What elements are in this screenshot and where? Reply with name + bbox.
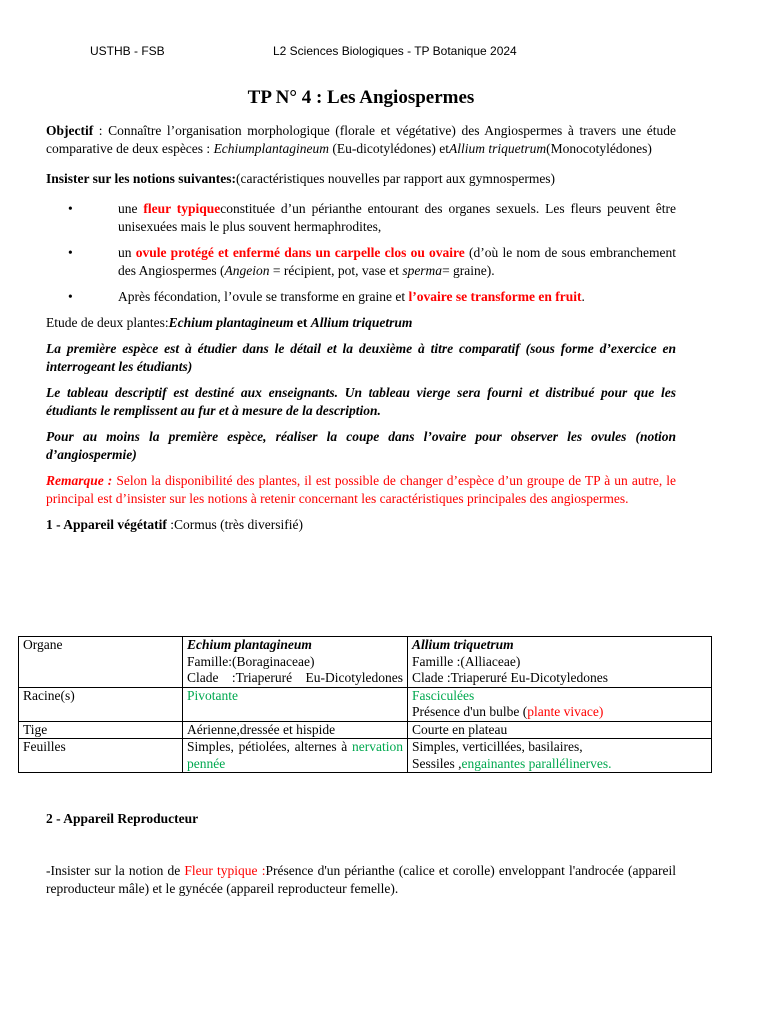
table-cell: Simples, verticillées, basilaires, Sessiles ,engainantes parallélinerves. — [408, 739, 712, 773]
table-cell: Organe — [19, 637, 183, 688]
objectif-paragraph: Objectif : Connaître l’organisation morphologique (florale et végétative) des Angiospermes à travers une étude comparative de deux espèces : Echiumplantagineum (Eu-dicotylédones) etAllium triquetrum(Monocotylédones) — [46, 123, 676, 156]
table-cell: Tige — [19, 721, 183, 739]
species-allium: Allium triquetrum — [449, 141, 547, 156]
table-cell: Echium plantagineum Famille:(Boraginaceae) Clade :Triaperuré Eu-Dicotyledones — [183, 637, 408, 688]
highlight-ovaire-fruit: l’ovaire se transforme en fruit — [408, 289, 582, 304]
note-paragraph: La première espèce est à étudier dans le détail et la deuxième à titre comparatif (sous forme d’exercice en interrogeant les étudiants) — [46, 341, 676, 374]
table-cell: Allium triquetrum Famille :(Alliaceae) Clade :Triaperuré Eu-Dicotyledones — [408, 637, 712, 688]
header-institution: USTHB - FSB — [90, 44, 165, 58]
table-row — [19, 637, 712, 688]
main-content — [46, 122, 676, 542]
highlight-fleur-typique-final: Fleur typique : — [184, 863, 266, 878]
insister-label: Insister sur les notions suivantes: — [46, 171, 237, 186]
table-row — [19, 739, 712, 773]
section2-heading: 2 - Appareil Reproducteur — [46, 811, 199, 826]
table-cell: Aérienne,dressée et hispide — [183, 721, 408, 739]
note-paragraph: Le tableau descriptif est destiné aux enseignants. Un tableau vierge sera fourni et distribué pour que les étudiants le remplissent au fur et à mesure de la description. — [46, 385, 676, 418]
header-course: L2 Sciences Biologiques - TP Botanique 2024 — [273, 44, 517, 58]
page-title: TP N° 4 : Les Angiospermes — [247, 87, 475, 108]
list-item: • un ovule protégé et enfermé dans un carpelle clos ou ovaire (d’où le nom de sous embranchement des Angiospermes (Angeion = récipient, pot, vase et sperma= graine). — [68, 245, 677, 278]
objectif-label: Objectif — [46, 123, 94, 138]
table-cell: Simples, pétiolées, alternes à nervation pennée — [183, 739, 408, 773]
comparison-table — [18, 636, 712, 773]
list-item: • Après fécondation, l’ovule se transforme en graine et l’ovaire se transforme en fruit. — [68, 289, 585, 304]
remarque-label: Remarque : — [46, 473, 113, 488]
table-row — [19, 721, 712, 739]
note-paragraph: Pour au moins la première espèce, réaliser la coupe dans l’ovaire pour observer les ovules (notion d’angiospermie) — [46, 429, 676, 462]
table-cell: Racine(s) — [19, 687, 183, 721]
remarque-paragraph: Remarque : Selon la disponibilité des plantes, il est possible de changer d’espèce d’un groupe de TP à un autre, le principal est d’insister sur les notions à retenir concernant les caractéristiques principales des angiospermes. — [46, 473, 677, 506]
table-cell: Courte en plateau — [408, 721, 712, 739]
table-cell: Fasciculées Présence d'un bulbe (plante vivace) — [408, 687, 712, 721]
section1-heading: 1 - Appareil végétatif :Cormus (très diversifié) — [46, 517, 303, 532]
species-echium: Echiumplantagineum — [213, 141, 330, 156]
final-paragraph: -Insister sur la notion de Fleur typique :Présence d'un périanthe (calice et corolle) enveloppant l'androcée (appareil reproducteur mâle) et le gynécée (appareil reproducteur femelle). — [46, 863, 676, 896]
table-cell: Pivotante — [183, 687, 408, 721]
list-item: • une fleur typiqueconstituée d’un périanthe entourant des organes sexuels. Les fleurs peuvent être unisexuées mais le plus souvent hermaphrodites, — [68, 201, 676, 234]
highlight-fleur-typique: fleur typique — [143, 201, 221, 216]
insister-paragraph: Insister sur les notions suivantes:(caractéristiques nouvelles par rapport aux gymnospermes) — [46, 171, 556, 186]
notions-list — [46, 200, 676, 306]
table-row — [19, 687, 712, 721]
table-cell: Feuilles — [19, 739, 183, 773]
highlight-ovule: ovule protégé et enfermé dans un carpelle clos ou ovaire — [135, 245, 465, 260]
etude-paragraph: Etude de deux plantes:Echium plantagineum et Allium triquetrum — [46, 315, 413, 330]
